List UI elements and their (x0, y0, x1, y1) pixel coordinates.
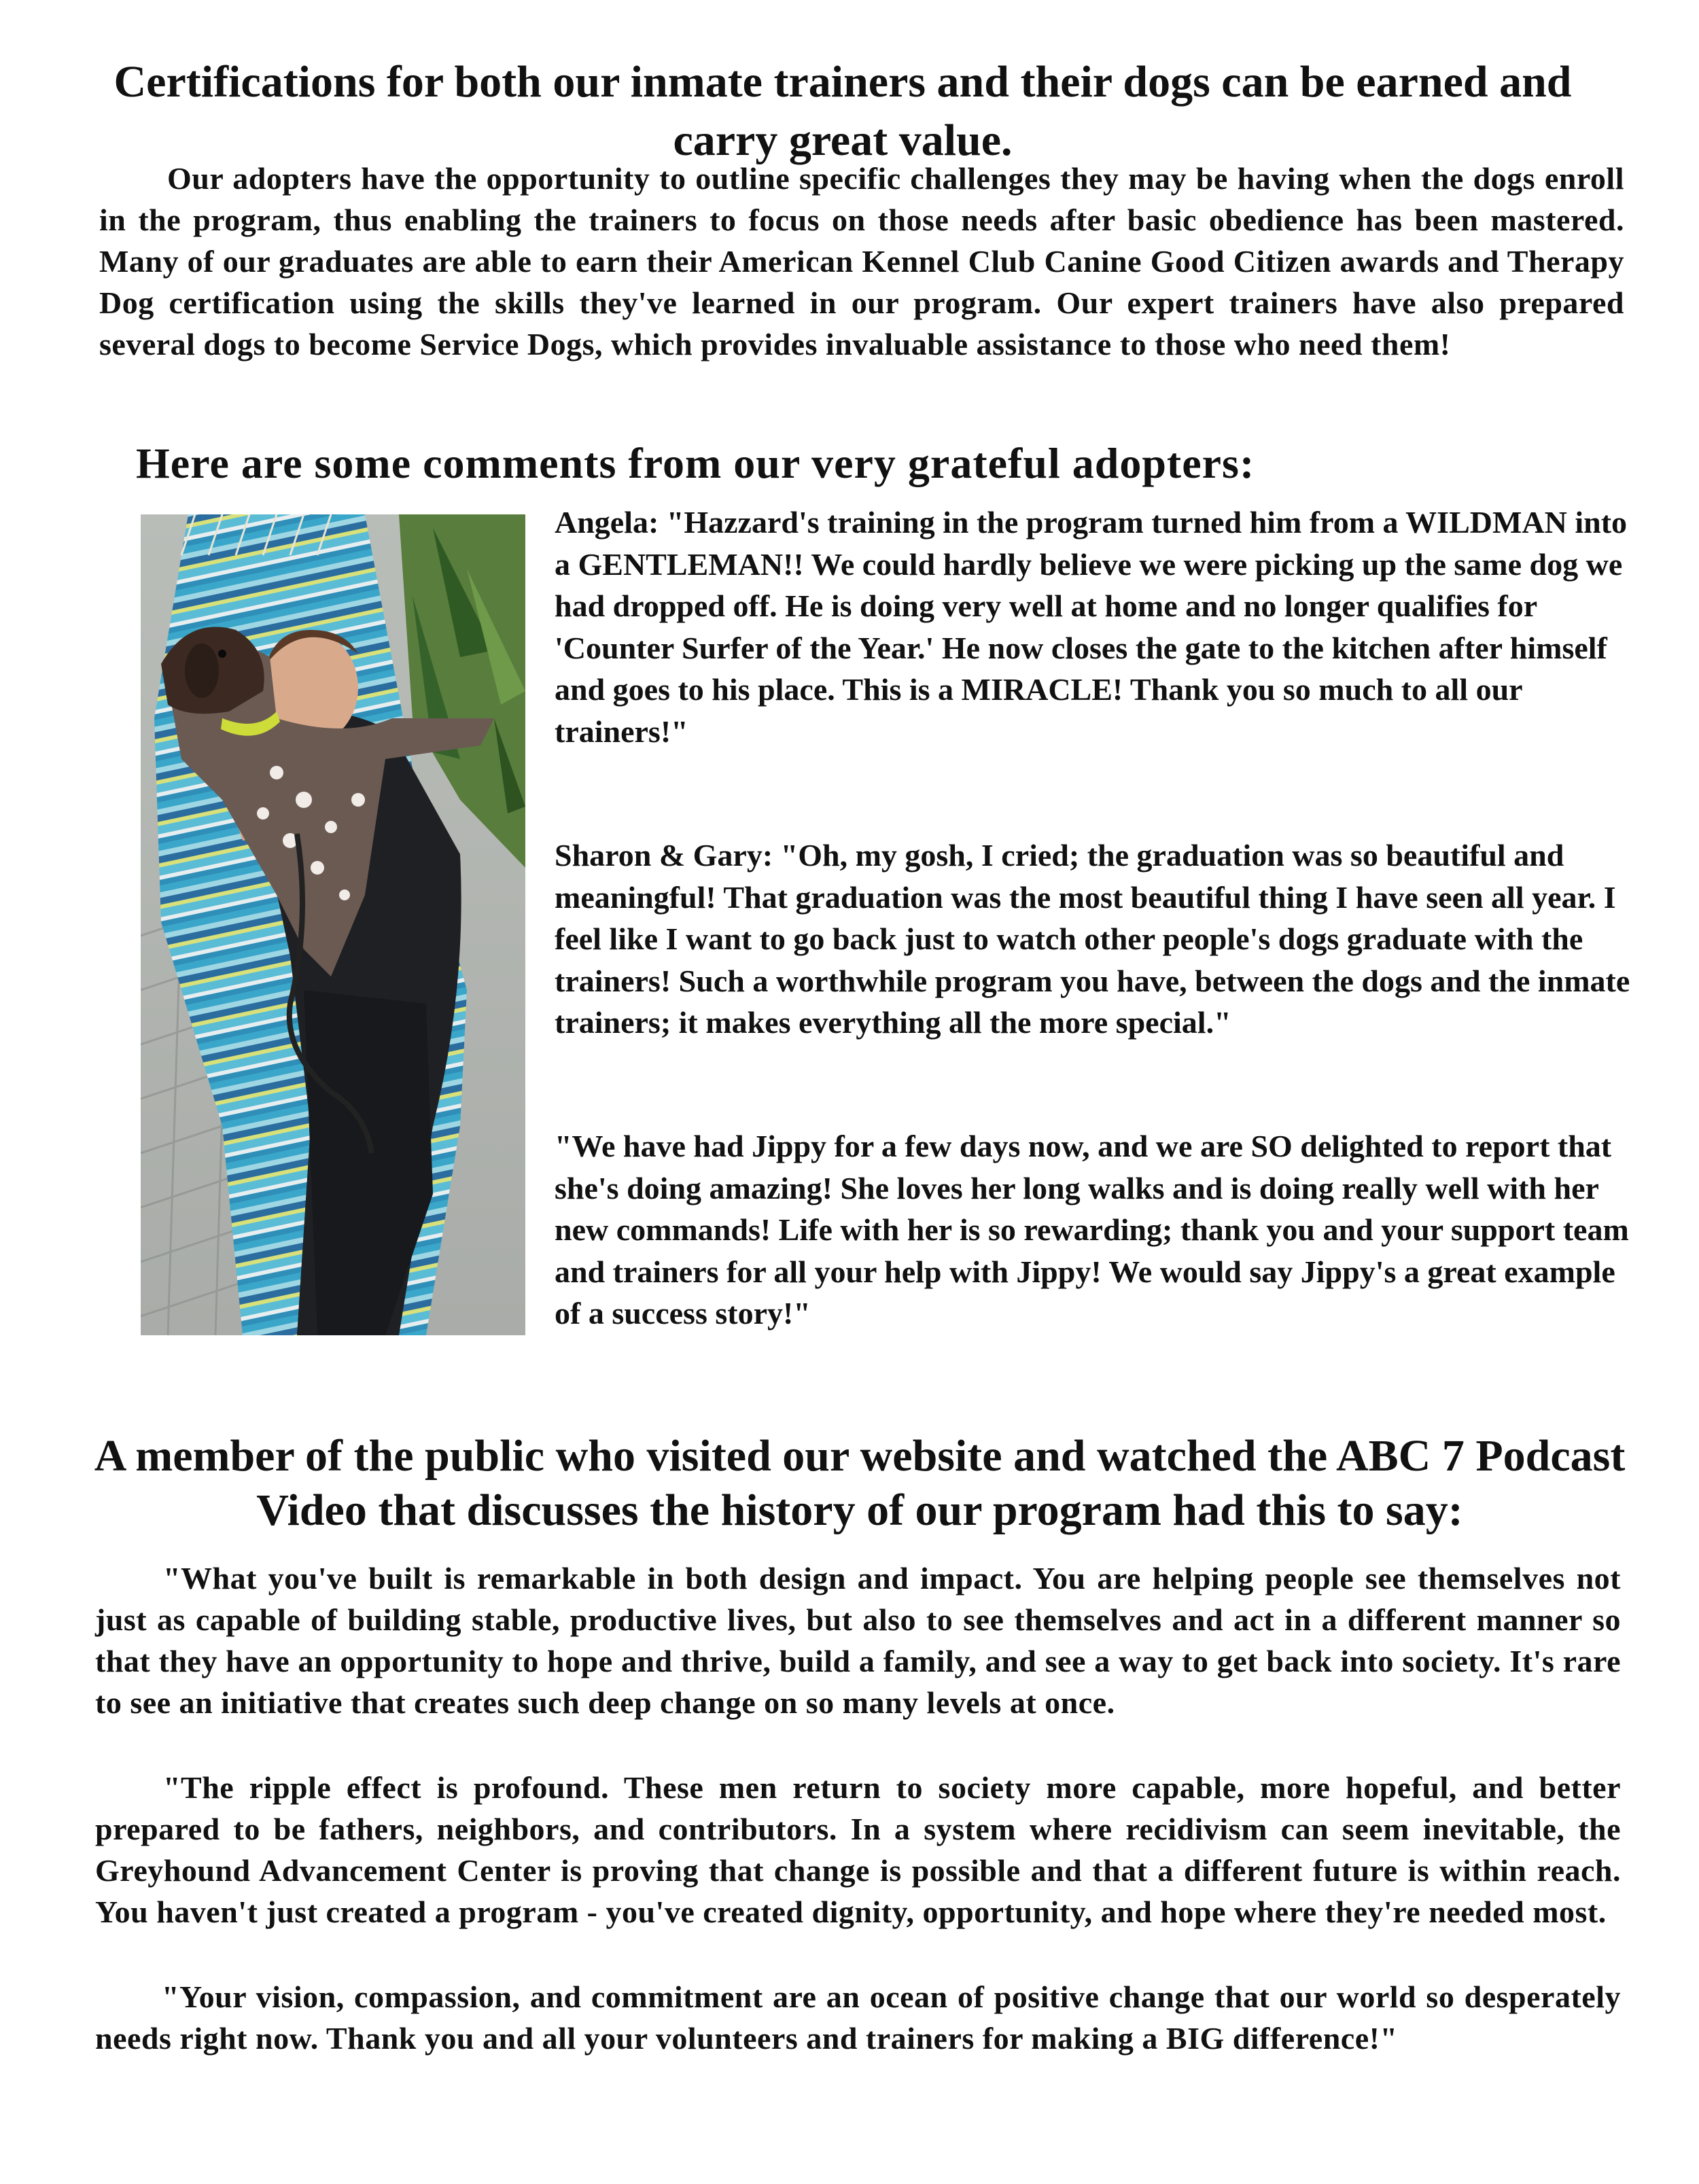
photo-teen-with-dog-in-hammock (141, 514, 525, 1335)
testimonial-sharon-gary: Sharon & Gary: "Oh, my gosh, I cried; the graduation was so beautiful and meaningful! That graduation was the most beautiful thing I have seen all year. I feel like I want to go back just to watch other people's dogs graduate with the trainers! Such a worthwhile program you have, between the dogs and the inmate trainers; it makes everything all the more special." (555, 838, 1630, 1040)
intro-paragraph: Our adopters have the opportunity to outline specific challenges they may be having when the dogs enroll in the program, thus enabling the trainers to focus on those needs after basic obedience has been mastered. Many of our graduates are able to earn their American Kennel Club Canine Good Citizen awards and Therapy Dog certification using the skills they've learned in our program. Our expert trainers have also prepared several dogs to become Service Dogs, which provides invaluable assistance to those who need them! (99, 161, 1624, 362)
testimonial-angela: Angela: "Hazzard's training in the program turned him from a WILDMAN into a GENTLEMAN!! We could hardly believe we were picking up the same dog we had dropped off. He is doing very well at home and no longer qualifies for 'Counter Surfer of the Year.' He now closes the gate to the kitchen after himself and goes to his place. This is a MIRACLE! Thank you so much to all our trainers!" (555, 505, 1628, 749)
public-quote-2: "The ripple effect is profound. These men return to society more capable, more hopeful, and better prepared to be fathers, neighbors, and contributors. In a system where recidivism can seem inevitable, the Greyhound Advancement Center is proving that change is possible and that a different future is within reach. You haven't just created a program - you've created dignity, opportunity, and hope where they're needed most. (95, 1770, 1621, 1929)
public-quote-1: "What you've built is remarkable in both design and impact. You are helping people see themselves not just as capable of building stable, productive lives, but also to see themselves and act in a different manner so that they have an opportunity to hope and thrive, build a family, and see a way to get back into society. It's rare to see an initiative that creates such deep change on so many levels at once. (95, 1561, 1621, 1720)
public-quote-3: "Your vision, compassion, and commitment are an ocean of positive change that our world so desperately needs right now. Thank you and all your volunteers and trainers for making a BIG difference!" (95, 1979, 1621, 2056)
comments-heading: Here are some comments from our very grateful adopters: (136, 439, 1255, 487)
certifications-heading: Certifications for both our inmate trainers and their dogs can be earned and carry great value. (113, 57, 1572, 165)
public-member-heading: A member of the public who visited our website and watched the ABC 7 Podcast Video that discusses the history of our program had this to say: (94, 1431, 1626, 1535)
testimonial-jippy: "We have had Jippy for a few days now, and we are SO delighted to report that she's doing amazing! She loves her long walks and is doing really well with her new commands! Life with her is so rewarding; thank you and your support team and trainers for all your help with Jippy! We would say Jippy's a great example of a success story!" (555, 1129, 1629, 1331)
